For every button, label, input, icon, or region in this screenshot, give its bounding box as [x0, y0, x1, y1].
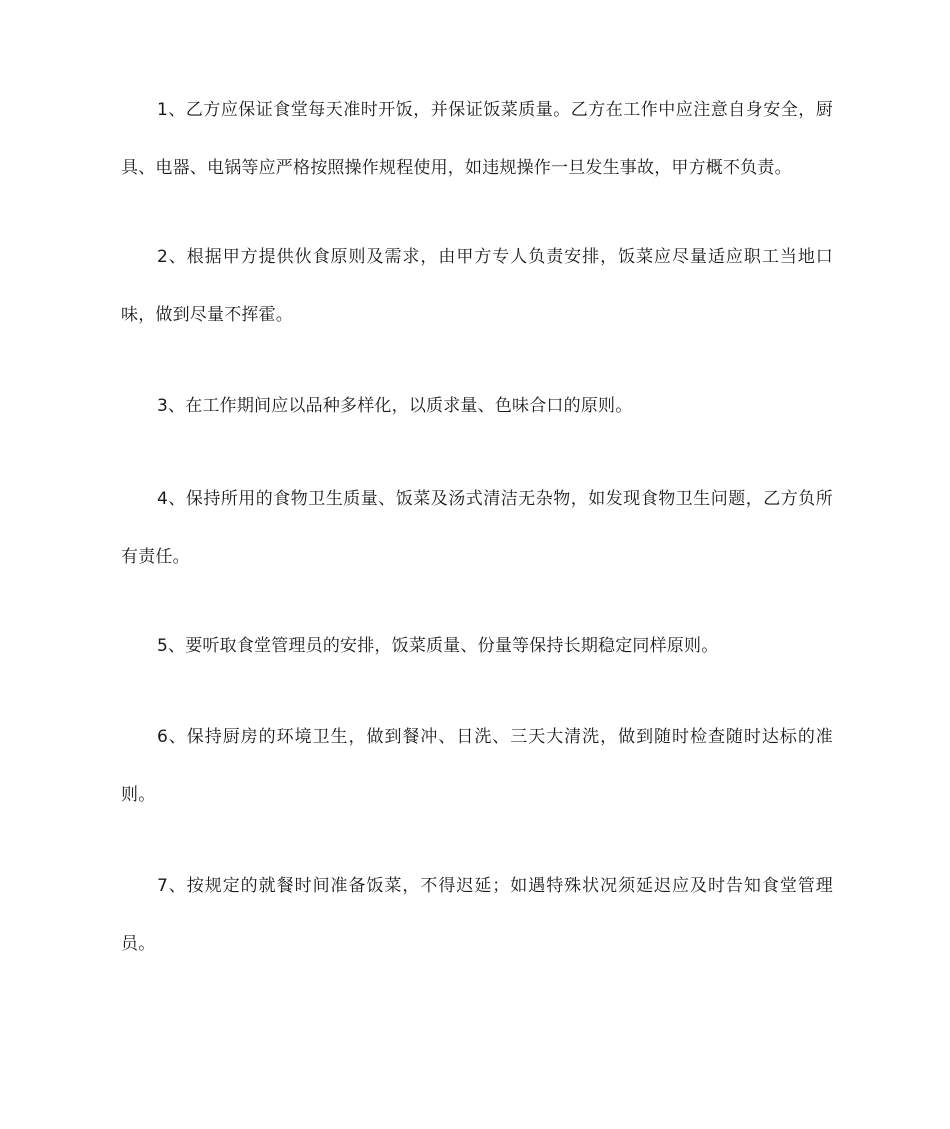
clause-2: 2、根据甲方提供伙食原则及需求，由甲方专人负责安排，饭菜应尽量适应职工当地口味，做到尽量不挥霍。	[121, 247, 833, 325]
clause-5: 5、要听取食堂管理员的安排，饭菜质量、份量等保持长期稳定同样原则。	[157, 636, 719, 656]
clause-3: 3、在工作期间应以品种多样化，以质求量、色味合口的原则。	[157, 396, 633, 416]
clause-7: 7、按规定的就餐时间准备饭菜，不得迟延；如遇特殊状况须延迟应及时告知食堂管理员。	[121, 876, 833, 954]
clause-1: 1、乙方应保证食堂每天准时开饭，并保证饭菜质量。乙方在工作中应注意自身安全，厨具、电器、电锅等应严格按照操作规程使用，如违规操作一旦发生事故，甲方概不负责。	[121, 100, 833, 178]
clause-4: 4、保持所用的食物卫生质量、饭菜及汤式清洁无杂物，如发现食物卫生问题，乙方负所有责任。	[121, 489, 833, 567]
clause-6: 6、保持厨房的环境卫生，做到餐冲、日洗、三天大清洗，做到随时检查随时达标的准则。	[121, 727, 833, 805]
